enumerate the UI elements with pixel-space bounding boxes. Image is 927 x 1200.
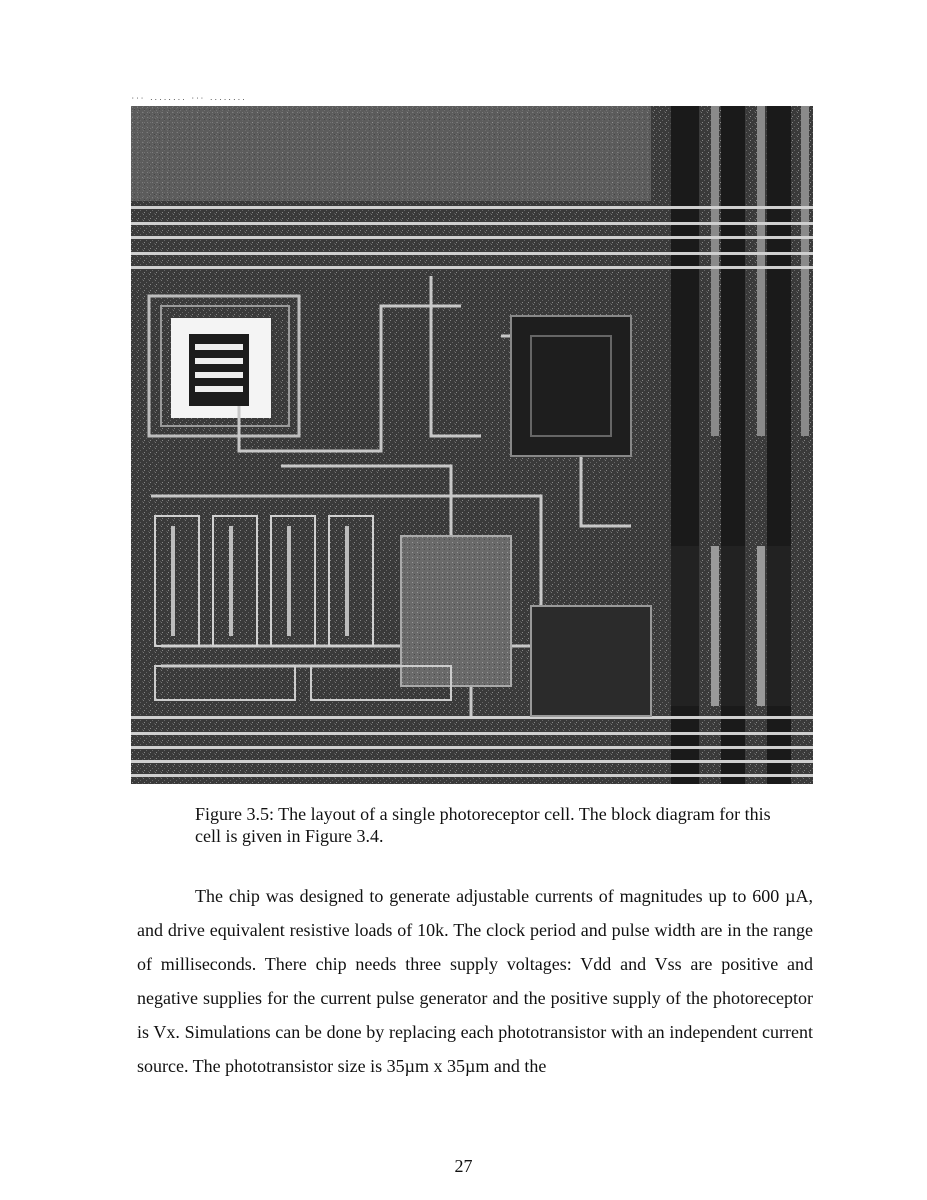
figure-caption: Figure 3.5: The layout of a single photoreceptor cell. The block diagram for this cell is given in Figure 3.4. [195, 804, 771, 846]
page-number: 27 [454, 1156, 473, 1176]
body-paragraph: The chip was designed to generate adjustable currents of magnitudes up to 600 µA, and drive equivalent resistive loads of 10k. The clock period and pulse width are in the range of milliseconds. There chip needs three supply voltages: Vdd and Vss are positive and negative supplies for the current pulse generator and the positive supply of the photoreceptor is Vx. Simulations can be done by replacing each phototransistor with an independent current source. The phototransistor size is 35µm x 35µm and the [137, 886, 813, 1076]
figure [131, 92, 813, 784]
layout-image [131, 106, 813, 784]
figure-header-text: ··· ........ ··· ........ [131, 95, 247, 102]
